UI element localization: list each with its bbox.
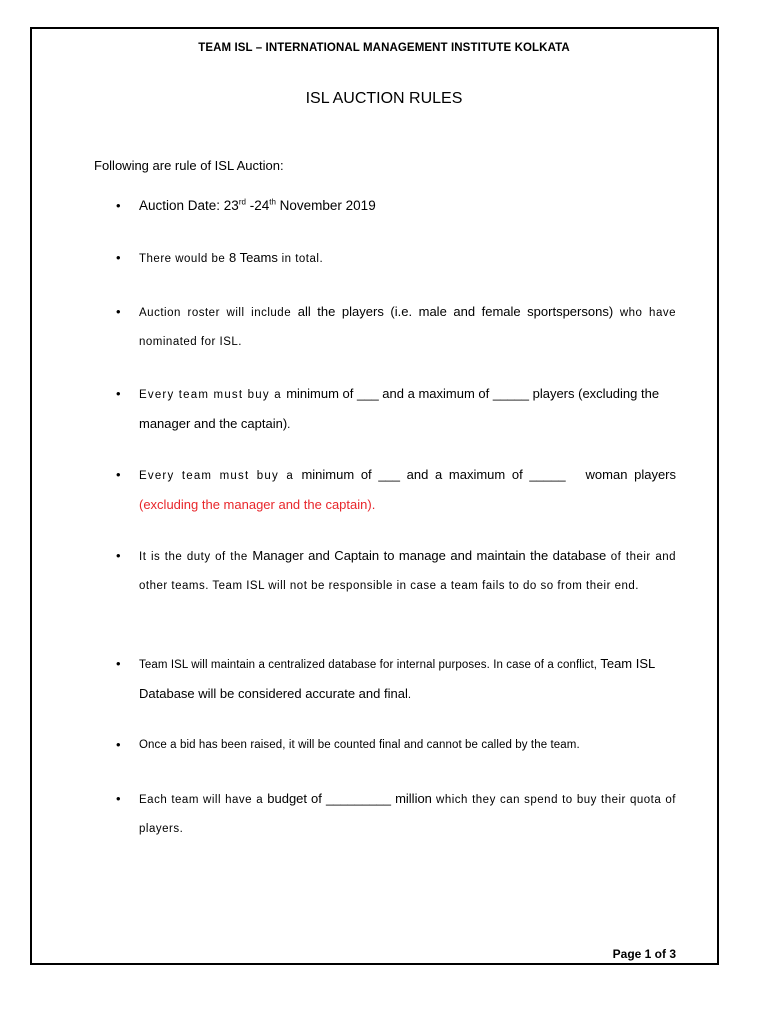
rule-roster: • Auction roster will include all the players (i.e. male and female sportspersons) who have nominated for ISL. (116, 298, 676, 356)
bullet-icon: • (116, 386, 121, 401)
rule-auction-date: • Auction Date: 23rd -24th November 2019 (116, 192, 676, 220)
document-title: ISL AUCTION RULES (305, 90, 463, 107)
page-number: Page 1 of 3 (612, 947, 676, 961)
bullet-icon: • (116, 250, 121, 265)
rule-teams: • There would be 8 Teams in total. (116, 244, 676, 274)
bullet-icon: • (116, 656, 121, 671)
document-header: TEAM ISL – INTERNATIONAL MANAGEMENT INSTITUTE KOLKATA (198, 42, 570, 54)
rule-bid: • Once a bid has been raised, it will be counted final and cannot be called by the team. (116, 731, 676, 760)
red-note: (excluding the manager and the captain). (139, 496, 376, 512)
rule-min-max-players: • Every team must buy a minimum of ___ and a maximum of _____ players (excluding the manager and the captain). (116, 380, 676, 439)
rule-women-players: • Every team must buy a minimum of ___ and a maximum of _____ woman players (excluding the manager and the captain). (116, 461, 676, 519)
bullet-icon: • (116, 791, 121, 806)
rule-duty: • It is the duty of the Manager and Captain to manage and maintain the database of their and other teams. Team ISL will not be responsible in case a team fails to do so from their end. (116, 542, 676, 600)
bullet-icon: • (116, 737, 121, 752)
rule-budget: • Each team will have a budget of _________ million which they can spend to buy their quota of players. (116, 785, 676, 843)
intro-text: Following are rule of ISL Auction: (94, 158, 284, 173)
bullet-icon: • (116, 304, 121, 319)
bullet-icon: • (116, 548, 121, 563)
bullet-icon: • (116, 467, 121, 482)
rule-database: • Team ISL will maintain a centralized database for internal purposes. In case of a conflict, Team ISL Database will be considered accurate and final. (116, 650, 676, 709)
bullet-icon: • (116, 198, 121, 213)
